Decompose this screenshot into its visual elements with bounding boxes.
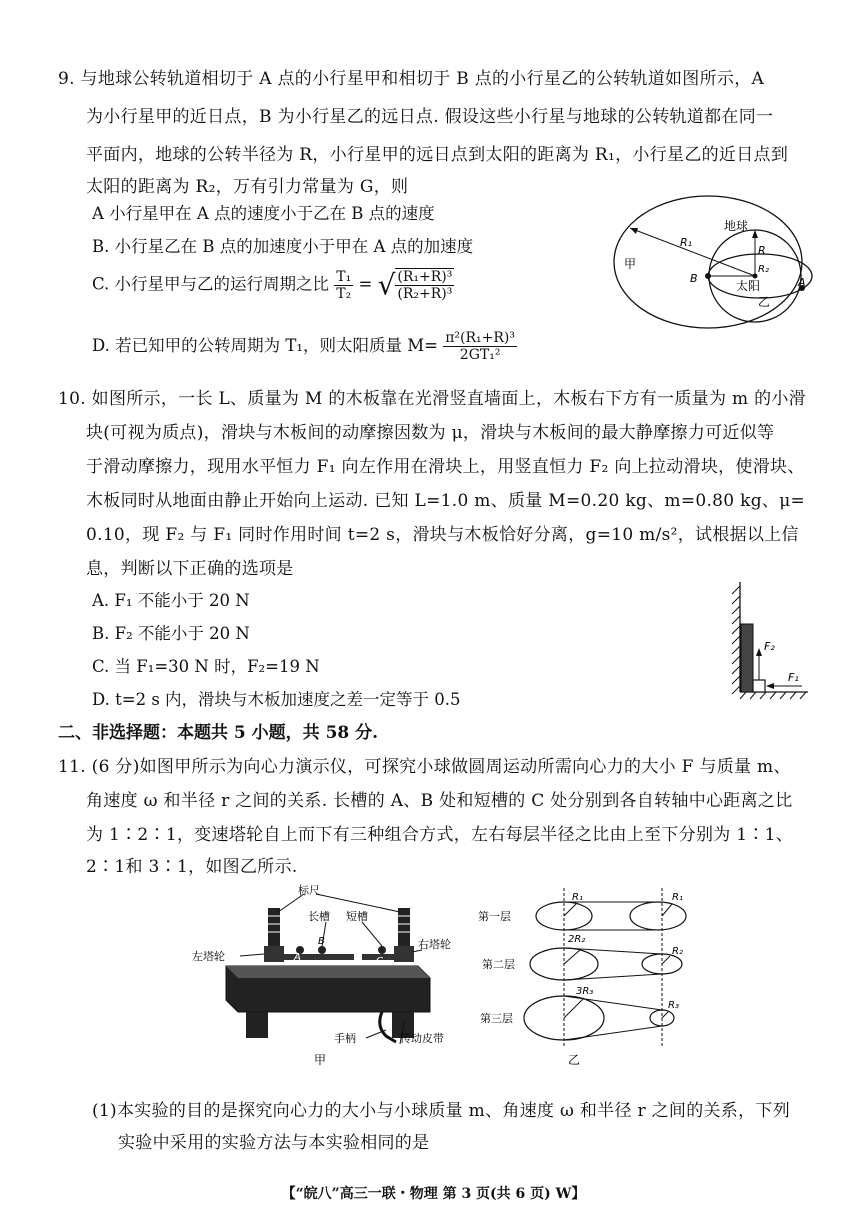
right-scale-tube — [398, 908, 410, 950]
q9-sqrt-fraction — [395, 268, 454, 302]
q9-sqrt-num: (R₁+R)³ — [397, 269, 453, 285]
ball-b — [318, 946, 326, 954]
r1-arrowhead — [630, 228, 638, 234]
q9-sqrt-den: (R₂+R)³ — [397, 286, 453, 302]
base-leg-left — [246, 1012, 268, 1038]
f1-label: F₁ — [788, 671, 799, 684]
q9-mass-fraction — [443, 330, 517, 363]
q10-line-6: 息，判断以下正确的选项是 — [86, 559, 294, 579]
q9-option-b: B. 小行星乙在 B 点的加速度小于甲在 A 点的加速度 — [92, 237, 474, 256]
label-short-slot: 短槽 — [346, 910, 368, 923]
radius-arrows — [564, 904, 672, 1018]
f2-label: F₂ — [764, 640, 775, 653]
q10-line-2: 块(可视为质点)，滑块与木板间的动摩擦因数为 μ，滑块与木板间的最大静摩擦力可近似等 — [86, 423, 775, 443]
q9-ratio-num: T₁ — [336, 268, 352, 285]
tower-wheels-figure — [476, 882, 696, 1068]
q9-equals: = — [358, 274, 373, 294]
q10-line-3: 于滑动摩擦力，现用水平恒力 F₁ 向左作用在滑块上，用竖直恒力 F₂ 向上拉动滑块，使滑块、 — [86, 457, 805, 477]
wall-hatching — [732, 586, 740, 694]
orbit-figure — [612, 190, 812, 340]
figure-jia-caption: 甲 — [314, 1053, 327, 1067]
ground-hatching — [740, 692, 806, 699]
sqrt-sign: √ — [377, 268, 396, 302]
q10-line-5: 0.10，现 F₂ 与 F₁ 同时作用时间 t=2 s，滑块与木板恰好分离，g=10 m/s²，试根据以上信 — [86, 525, 799, 545]
layer3-label: 第三层 — [480, 1012, 513, 1025]
asteroid-jia-orbit — [614, 196, 802, 328]
q9-option-c-prefix: C. 小行星甲与乙的运行周期之比 — [92, 274, 330, 294]
layer2-label: 第二层 — [482, 958, 515, 971]
q9-option-a: A 小行星甲在 A 点的速度小于乙在 B 点的速度 — [92, 204, 435, 223]
left-tower-wheel — [264, 946, 284, 962]
label-long-slot: 长槽 — [308, 910, 330, 923]
layer3-belt-bottom — [564, 1026, 662, 1040]
layer1-label: 第一层 — [478, 910, 511, 923]
q11-line-3: 为 1∶2∶1，变速塔轮自上而下有三种组合方式，左右每层半径之比由上至下分别为 1∶1、 — [86, 825, 794, 845]
slider-block — [753, 680, 765, 692]
q9-option-d — [92, 330, 517, 363]
q10-option-c: C. 当 F₁=30 N 时，F₂=19 N — [92, 657, 320, 676]
q10-line-1: 10. 如图所示，一长 L、质量为 M 的木板靠在光滑竖直墙面上，木板右下方有一质量为 m 的小滑 — [58, 389, 806, 409]
layer2-belt-bottom — [564, 974, 662, 980]
r2-label: R₂ — [758, 264, 769, 275]
q9-ratio-den: T₂ — [336, 285, 352, 302]
q11-line-1: 11. (6 分)如图甲所示为向心力演示仪，可探究小球做圆周运动所需向心力的大小 F 与质量 m、 — [58, 757, 791, 777]
figure-yi-caption: 乙 — [568, 1053, 581, 1067]
yi-label: 乙 — [758, 295, 771, 309]
label-right-wheel: 右塔轮 — [418, 938, 451, 951]
layer2-left-radius: 2R₂ — [568, 934, 586, 945]
sun-label: 太阳 — [736, 279, 761, 293]
q10-option-b: B. F₂ 不能小于 20 N — [92, 624, 250, 643]
ball-c — [378, 946, 386, 954]
q9-option-c — [92, 268, 454, 302]
left-scale-tube — [268, 908, 280, 950]
layer2-right-radius: R₂ — [672, 946, 683, 957]
label-scale: 标尺 — [298, 884, 320, 897]
a-label: A — [798, 276, 806, 289]
apparatus-figure — [186, 882, 451, 1068]
q11-line-4: 2∶1和 3∶1，如图乙所示. — [86, 857, 298, 877]
label-b: B — [318, 936, 325, 947]
q11-line-2: 角速度 ω 和半径 r 之间的关系. 长槽的 A、B 处和短槽的 C 处分别到各自转轴中心距离之比 — [86, 791, 793, 811]
f1-arrowhead — [766, 683, 774, 689]
f2-arrowhead — [756, 648, 762, 656]
section-2-heading: 二、非选择题：本题共 5 小题，共 58 分. — [58, 723, 379, 743]
label-left-wheel: 左塔轮 — [192, 950, 225, 963]
earth-label: 地球 — [724, 219, 749, 233]
layer1-right-wheel — [630, 902, 686, 930]
wall-board-figure — [726, 580, 810, 702]
r-label: R — [758, 244, 766, 257]
q9-line-3: 平面内，地球的公转半径为 R，小行星甲的远日点到太阳的距离为 R₁，小行星乙的近日点到 — [86, 145, 789, 165]
r1-label: R₁ — [680, 236, 693, 249]
q11-sub1-line-2: 实验中采用的实验方法与本实验相同的是 — [118, 1133, 430, 1153]
label-c: C — [376, 956, 383, 967]
q9-mass-num: π²(R₁+R)³ — [445, 330, 515, 346]
q9-line-2: 为小行星甲的近日点，B 为小行星乙的远日点. 假设这些小行星与地球的公转轨道都在同一 — [86, 107, 774, 127]
scale-stripes — [268, 916, 410, 932]
q9-mass-den: 2GT₁² — [459, 347, 501, 363]
q10-option-d: D. t=2 s 内，滑块与木板加速度之差一定等于 0.5 — [92, 690, 461, 709]
label-a: A — [294, 952, 301, 963]
label-belt: 传动皮带 — [400, 1032, 444, 1045]
layer3-left-radius: 3R₃ — [576, 986, 594, 997]
label-handle: 手柄 — [334, 1032, 356, 1045]
q9-line-4: 太阳的距离为 R₂，万有引力常量为 G，则 — [86, 177, 409, 197]
q10-line-4: 木板同时从地面由静止开始向上运动. 已知 L=1.0 m、质量 M=0.20 kg、m=0.80 kg、μ= — [86, 491, 806, 511]
apparatus-top — [226, 966, 430, 978]
layer1-right-radius: R₁ — [672, 892, 683, 903]
r-arrowhead — [752, 230, 758, 238]
jia-label: 甲 — [624, 257, 637, 271]
right-tower-wheel — [394, 946, 414, 962]
page-footer: 【“皖八”高三一联・物理 第 3 页(共 6 页) W】 — [281, 1186, 586, 1202]
r1-line — [630, 228, 755, 276]
q9-line-1: 9. 与地球公转轨道相切于 A 点的小行星甲和相切于 B 点的小行星乙的公转轨道如图所示，A — [58, 69, 765, 89]
b-label: B — [690, 272, 698, 285]
q10-option-a: A. F₁ 不能小于 20 N — [92, 591, 250, 610]
wooden-board — [741, 624, 753, 692]
q11-sub1-line-1: (1)本实验的目的是探究向心力的大小与小球质量 m、角速度 ω 和半径 r 之间的关系，下列 — [92, 1101, 791, 1121]
layer3-right-radius: R₃ — [668, 1000, 679, 1011]
layer1-left-radius: R₁ — [572, 892, 583, 903]
point-b — [705, 273, 711, 279]
q9-option-d-prefix: D. 若已知甲的公转周期为 T₁，则太阳质量 M= — [92, 336, 438, 355]
q9-period-ratio — [334, 269, 353, 302]
